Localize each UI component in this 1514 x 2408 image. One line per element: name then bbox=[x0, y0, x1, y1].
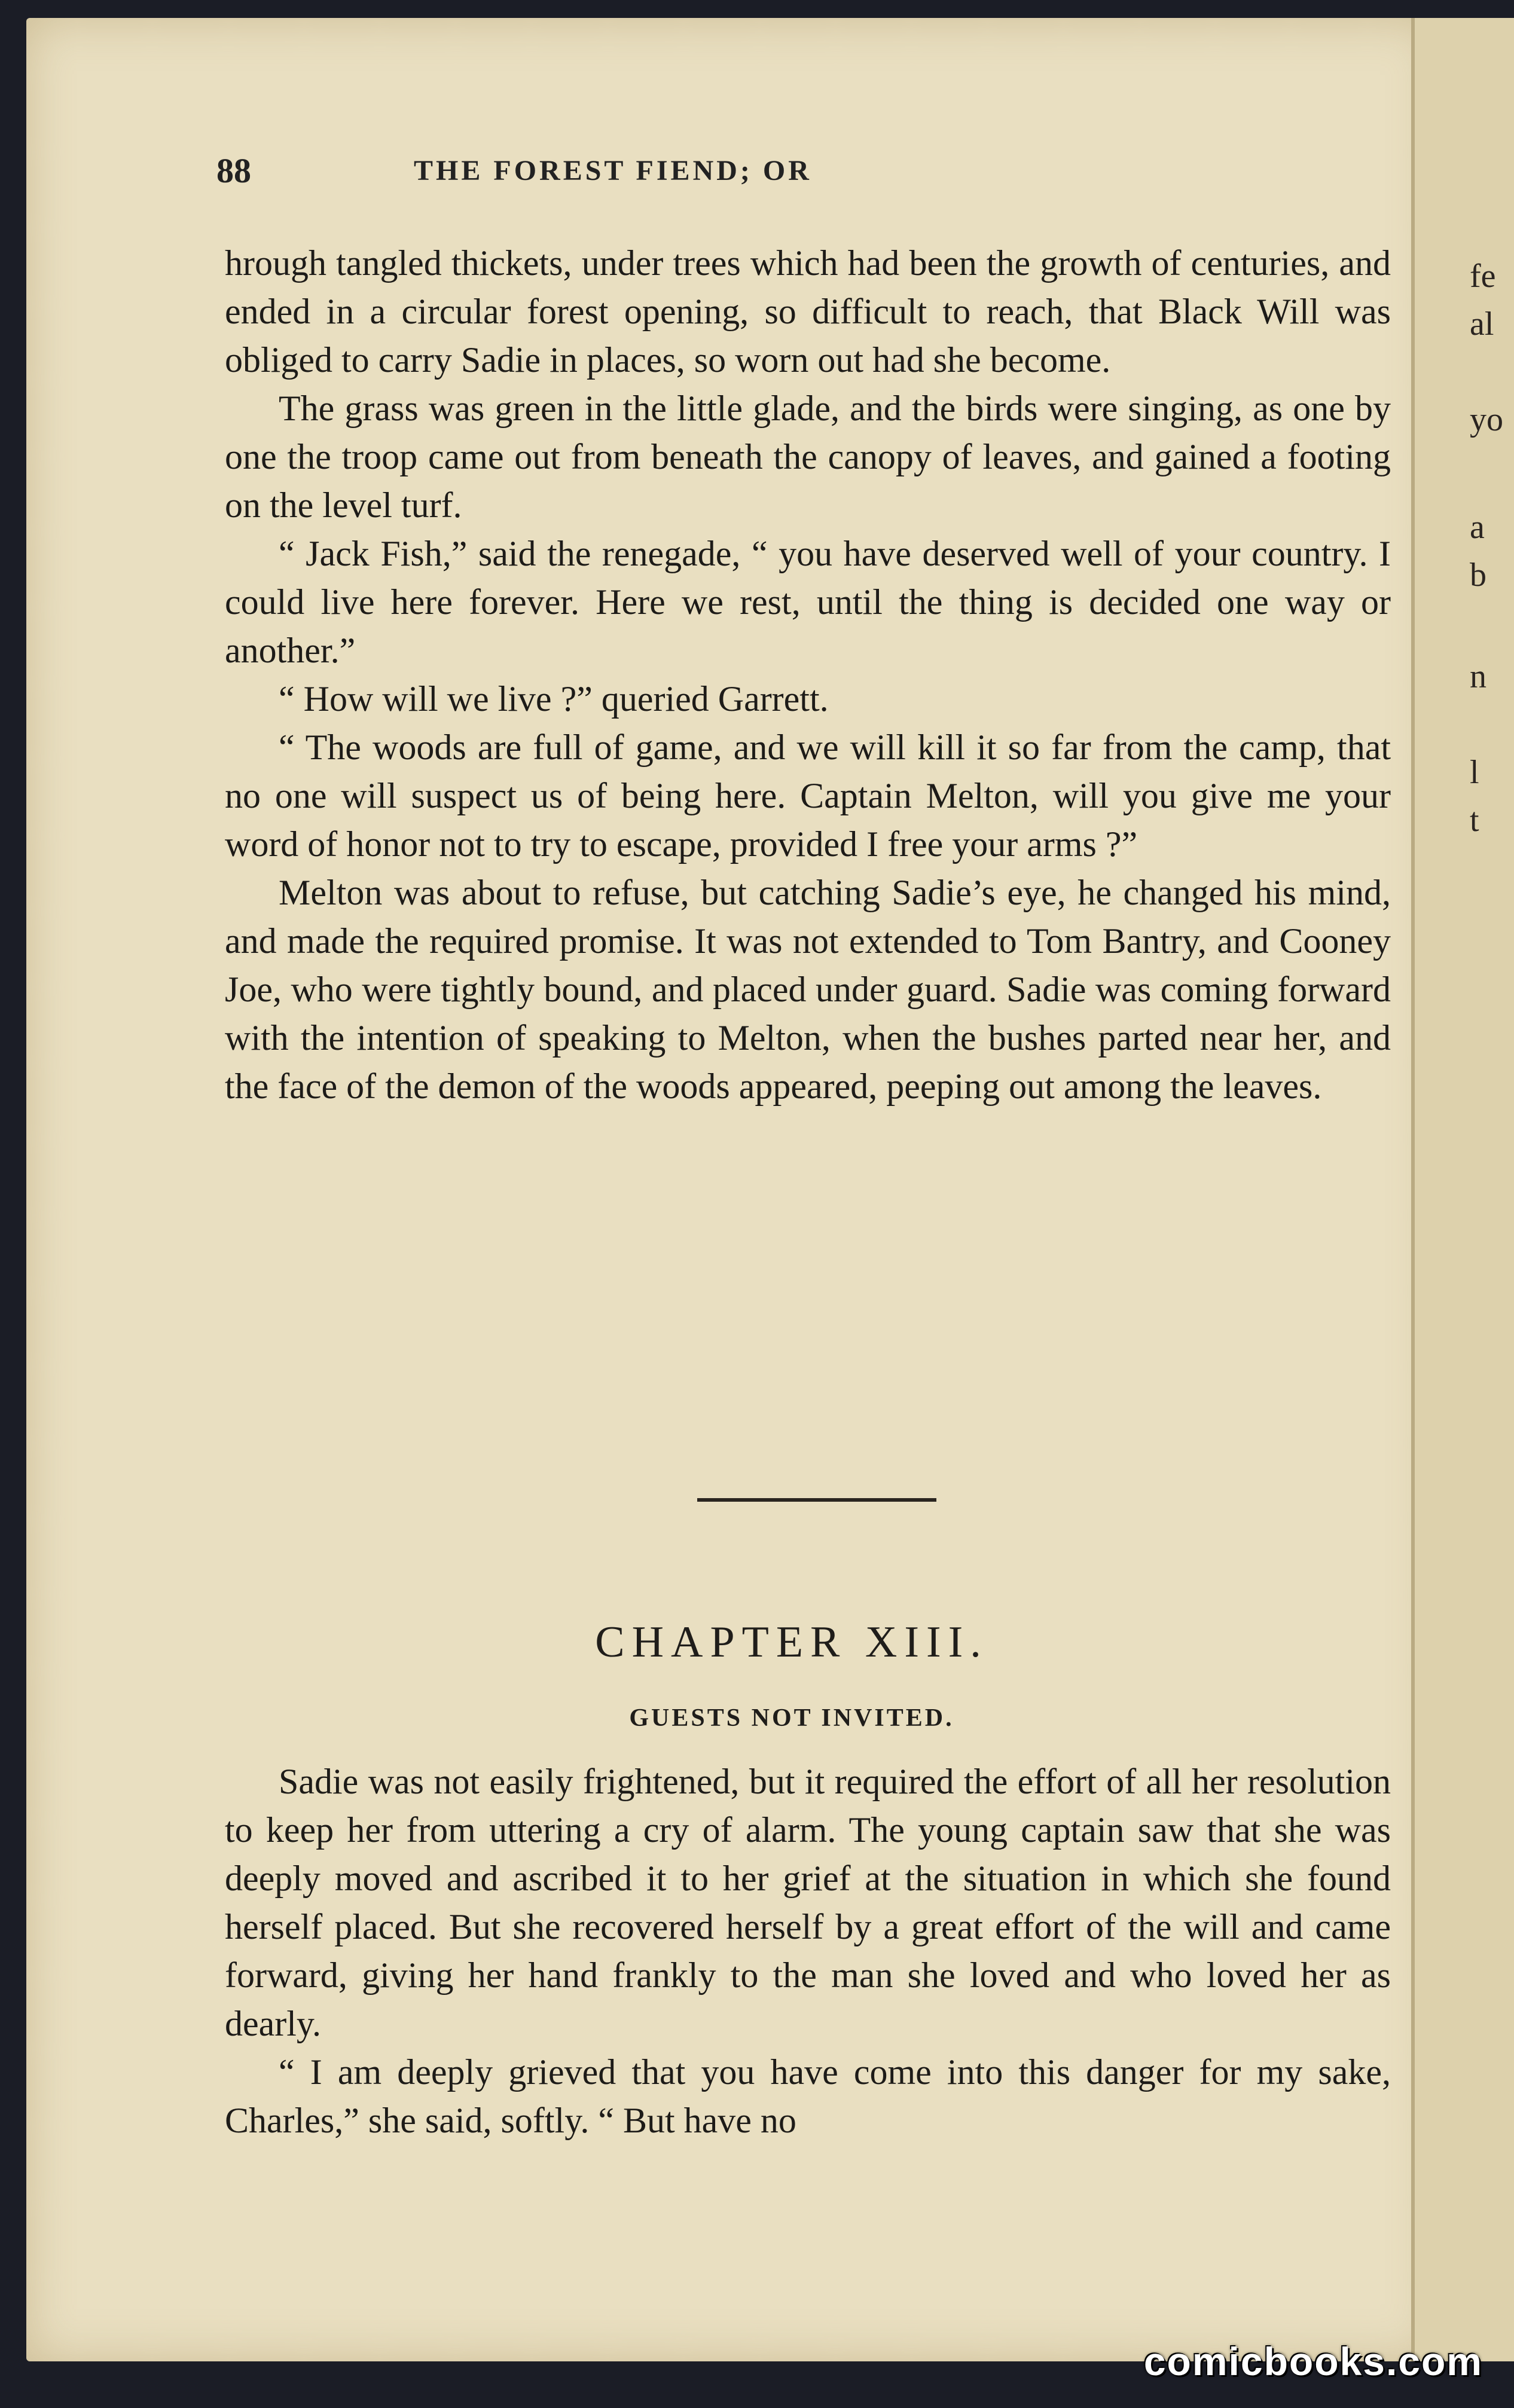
adjacent-page-fragment: b bbox=[1470, 557, 1486, 594]
paragraph: Sadie was not easily frightened, but it required the effort of all her resolution to keep her from uttering a cry of alarm. The young captain saw that she was deeply moved and ascribed it to her grief at the situation in which she found herself placed. But she recovered herself by a great effort of the will and came forward, giving her hand frankly to the man she loved and who loved her as dearly. bbox=[225, 1762, 1391, 2043]
page-number: 88 bbox=[216, 151, 251, 190]
paragraph: hrough tangled thickets, under trees which had been the growth of centuries, and ended in a circular forest opening, so difficult to reach, that Black Will was obliged to carry Sadie in places, so worn out had she become. bbox=[225, 243, 1391, 380]
running-title: THE FOREST FIEND; OR bbox=[414, 155, 812, 187]
adjacent-page-fragment: l bbox=[1470, 754, 1479, 791]
page-header bbox=[216, 151, 1412, 198]
adjacent-page-fragment: n bbox=[1470, 658, 1486, 695]
adjacent-page-edge bbox=[1411, 18, 1514, 2361]
paragraph: “ I am deeply grieved that you have come into this danger for my sake, Charles,” she said, softly. “ But have no bbox=[225, 2052, 1391, 2140]
adjacent-page-fragment: fe bbox=[1470, 258, 1496, 295]
paragraph: “ How will we live ?” queried Garrett. bbox=[279, 679, 829, 719]
paragraph: “ Jack Fish,” said the renegade, “ you have deserved well of your country. I could live here forever. Here we rest, until the thing is decided one way or another.” bbox=[225, 534, 1391, 670]
book-page bbox=[26, 18, 1437, 2361]
paragraph: Melton was about to refuse, but catching Sadie’s eye, he changed his mind, and made the required promise. It was not extended to Tom Bantry, and Cooney Joe, who were tightly bound, and placed under guard. Sadie was coming forward with the intention of speaking to Melton, when the bushes parted near her, and the face of the demon of the woods appeared, peeping out among the leaves. bbox=[225, 873, 1391, 1106]
paragraph: “ The woods are full of game, and we will kill it so far from the camp, that no one will suspect us of being here. Captain Melton, will you give me your word of honor not to try to escape, provided I free your arms ?” bbox=[225, 728, 1391, 864]
body-text-top bbox=[225, 239, 1391, 1111]
adjacent-page-fragment: yo bbox=[1470, 401, 1503, 438]
chapter-subtitle: GUESTS NOT INVITED. bbox=[629, 1704, 954, 1732]
adjacent-page-fragment: t bbox=[1470, 802, 1479, 839]
chapter-title: CHAPTER XIII. bbox=[595, 1618, 988, 1667]
paragraph: The grass was green in the little glade, and the birds were singing, as one by one the troop came out from beneath the canopy of leaves, and gained a footing on the level turf. bbox=[225, 389, 1391, 525]
body-text-bottom bbox=[225, 1758, 1391, 2145]
adjacent-page-fragment: a bbox=[1470, 509, 1485, 546]
section-divider bbox=[697, 1498, 936, 1502]
adjacent-page-fragment: al bbox=[1470, 305, 1494, 343]
watermark: comicbooks.com bbox=[1143, 2339, 1483, 2383]
